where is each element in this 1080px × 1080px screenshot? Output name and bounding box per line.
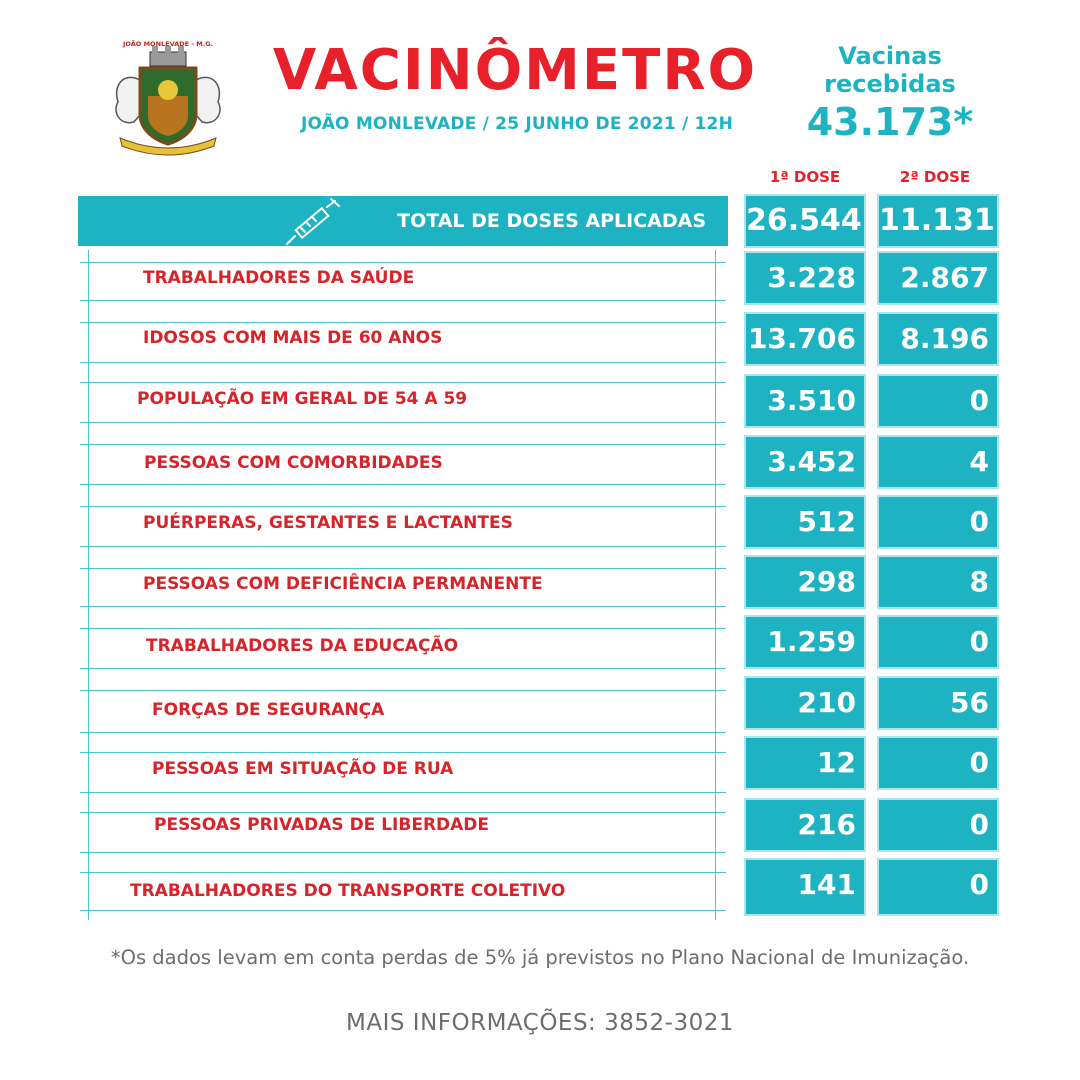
dose2-value: 4 xyxy=(879,437,997,487)
row-label-disability: PESSOAS COM DEFICIÊNCIA PERMANENTE xyxy=(143,574,543,594)
dose2-value: 8 xyxy=(879,557,997,607)
grid-line-right xyxy=(715,250,716,920)
row-label-comorbidities: PESSOAS COM COMORBIDADES xyxy=(144,453,443,473)
dose1-value: 13.706 xyxy=(746,314,864,364)
row-label-general-population: POPULAÇÃO EM GERAL DE 54 A 59 xyxy=(137,389,468,409)
total-banner xyxy=(78,196,728,246)
row-label-security-forces: FORÇAS DE SEGURANÇA xyxy=(152,700,385,720)
row-divider xyxy=(80,792,726,793)
row-label-transport: TRABALHADORES DO TRANSPORTE COLETIVO xyxy=(130,881,566,901)
dose2-value: 0 xyxy=(879,376,997,426)
row-label-pregnant: PUÉRPERAS, GESTANTES E LACTANTES xyxy=(143,513,513,533)
row-divider xyxy=(80,362,726,363)
dose2-value: 0 xyxy=(879,738,997,788)
row-label-health-workers: TRABALHADORES DA SAÚDE xyxy=(143,268,415,288)
row-divider xyxy=(80,300,726,301)
row-divider xyxy=(80,606,726,607)
dose2-value: 0 xyxy=(879,800,997,850)
row-divider xyxy=(80,262,726,263)
dose1-value: 12 xyxy=(746,738,864,788)
dose1-value: 298 xyxy=(746,557,864,607)
row-divider xyxy=(80,382,726,383)
dose1-value: 3.452 xyxy=(746,437,864,487)
dose1-value: 1.259 xyxy=(746,617,864,667)
dose2-value: 0 xyxy=(879,617,997,667)
dose1-value: 3.228 xyxy=(746,253,864,303)
row-divider xyxy=(80,668,726,669)
coat-of-arms-logo xyxy=(106,38,230,156)
row-divider xyxy=(80,506,726,507)
row-label-elderly: IDOSOS COM MAIS DE 60 ANOS xyxy=(143,328,443,348)
row-divider xyxy=(80,910,726,911)
row-divider xyxy=(80,690,726,691)
row-divider xyxy=(80,732,726,733)
dose1-value: 512 xyxy=(746,497,864,547)
dose1-value: 3.510 xyxy=(746,376,864,426)
syringe-icon xyxy=(283,198,343,246)
total-dose1-value: 26.544 xyxy=(746,196,864,246)
row-label-homeless: PESSOAS EM SITUAÇÃO DE RUA xyxy=(152,759,454,779)
received-vaccines-value: 43.173* xyxy=(806,100,974,144)
dose2-value: 8.196 xyxy=(879,314,997,364)
row-divider xyxy=(80,422,726,423)
row-label-education: TRABALHADORES DA EDUCAÇÃO xyxy=(146,636,459,656)
page-subtitle: JOÃO MONLEVADE / 25 JUNHO DE 2021 / 12H xyxy=(300,114,734,134)
total-label: TOTAL DE DOSES APLICADAS xyxy=(397,210,706,232)
logo-text: JOÃO MONLEVADE - M.G. xyxy=(122,40,214,48)
column-header-dose2: 2ª DOSE xyxy=(899,168,971,186)
row-divider xyxy=(80,852,726,853)
contact-info: MAIS INFORMAÇÕES: 3852-3021 xyxy=(346,1010,734,1036)
row-divider xyxy=(80,546,726,547)
grid-line-left xyxy=(88,250,89,920)
dose2-value: 2.867 xyxy=(879,253,997,303)
footnote: *Os dados levam em conta perdas de 5% já previstos no Plano Nacional de Imunização. xyxy=(110,946,970,969)
dose1-value: 216 xyxy=(746,800,864,850)
dose2-value: 0 xyxy=(879,497,997,547)
row-label-prisoners: PESSOAS PRIVADAS DE LIBERDADE xyxy=(154,815,490,835)
dose2-value: 56 xyxy=(879,678,997,728)
page-title: VACINÔMETRO xyxy=(272,38,758,103)
row-divider xyxy=(80,444,726,445)
row-divider xyxy=(80,568,726,569)
dose2-value: 0 xyxy=(879,860,997,914)
row-divider xyxy=(80,812,726,813)
received-vaccines-label: Vacinas recebidas xyxy=(824,42,956,98)
row-divider xyxy=(80,752,726,753)
total-dose2-value: 11.131 xyxy=(879,196,997,246)
column-header-dose1: 1ª DOSE xyxy=(769,168,841,186)
row-divider xyxy=(80,628,726,629)
row-divider xyxy=(80,484,726,485)
dose1-value: 210 xyxy=(746,678,864,728)
dose1-value: 141 xyxy=(746,860,864,914)
row-divider xyxy=(80,322,726,323)
row-divider xyxy=(80,872,726,873)
